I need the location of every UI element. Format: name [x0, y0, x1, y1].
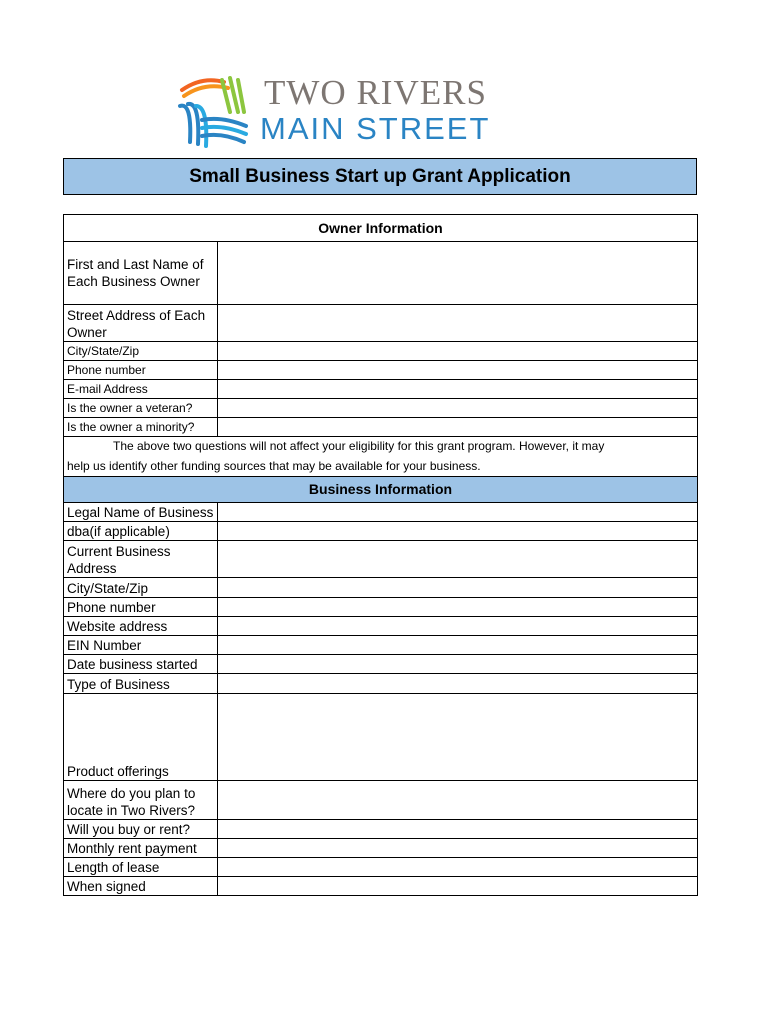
owner-city-label: City/State/Zip: [64, 342, 218, 361]
logo: [172, 72, 502, 152]
lease-length-field[interactable]: [218, 858, 698, 877]
business-info-heading: Business Information: [64, 477, 698, 503]
business-phone-field[interactable]: [218, 598, 698, 617]
website-field[interactable]: [218, 617, 698, 636]
business-phone-label: Phone number: [64, 598, 218, 617]
owner-info-heading: Owner Information: [64, 215, 698, 242]
buy-rent-label: Will you buy or rent?: [64, 820, 218, 839]
owner-veteran-field[interactable]: [218, 399, 698, 418]
note-line-2: help us identify other funding sources that may be available for your business.: [67, 458, 481, 473]
owner-street-label: Street Address of Each Owner: [64, 305, 218, 342]
note-line-1: The above two questions will not affect your eligibility for this grant program. However, it may: [113, 439, 605, 453]
legal-name-label: Legal Name of Business: [64, 503, 218, 522]
owner-phone-label: Phone number: [64, 361, 218, 380]
product-offerings-field[interactable]: [218, 694, 698, 781]
form-title: Small Business Start up Grant Application: [63, 158, 697, 195]
eligibility-note: [64, 437, 698, 477]
when-signed-label: When signed: [64, 877, 218, 896]
business-city-label: City/State/Zip: [64, 578, 218, 598]
buy-rent-field[interactable]: [218, 820, 698, 839]
when-signed-field[interactable]: [218, 877, 698, 896]
business-address-field[interactable]: [218, 541, 698, 578]
owner-name-field[interactable]: [218, 242, 698, 305]
two-rivers-logo-mark-icon: [172, 72, 252, 152]
owner-veteran-label: Is the owner a veteran?: [64, 399, 218, 418]
lease-length-label: Length of lease: [64, 858, 218, 877]
business-type-field[interactable]: [218, 674, 698, 694]
owner-phone-field[interactable]: [218, 361, 698, 380]
business-city-field[interactable]: [218, 578, 698, 598]
product-offerings-label: Product offerings: [64, 694, 218, 781]
owner-city-field[interactable]: [218, 342, 698, 361]
date-started-label: Date business started: [64, 655, 218, 674]
legal-name-field[interactable]: [218, 503, 698, 522]
location-plan-field[interactable]: [218, 781, 698, 820]
owner-minority-field[interactable]: [218, 418, 698, 437]
logo-subtitle: MAIN STREET: [260, 111, 491, 146]
owner-email-label: E-mail Address: [64, 380, 218, 399]
rent-payment-field[interactable]: [218, 839, 698, 858]
location-plan-label: Where do you plan to locate in Two Rivers?: [64, 781, 218, 820]
logo-title: TWO RIVERS: [264, 73, 487, 112]
website-label: Website address: [64, 617, 218, 636]
date-started-field[interactable]: [218, 655, 698, 674]
owner-street-field[interactable]: [218, 305, 698, 342]
ein-label: EIN Number: [64, 636, 218, 655]
owner-name-label: First and Last Name of Each Business Owner: [64, 242, 218, 305]
business-address-label: Current Business Address: [64, 541, 218, 578]
owner-email-field[interactable]: [218, 380, 698, 399]
dba-field[interactable]: [218, 522, 698, 541]
ein-field[interactable]: [218, 636, 698, 655]
dba-label: dba(if applicable): [64, 522, 218, 541]
owner-minority-label: Is the owner a minority?: [64, 418, 218, 437]
application-form: [63, 214, 698, 896]
rent-payment-label: Monthly rent payment: [64, 839, 218, 858]
business-type-label: Type of Business: [64, 674, 218, 694]
